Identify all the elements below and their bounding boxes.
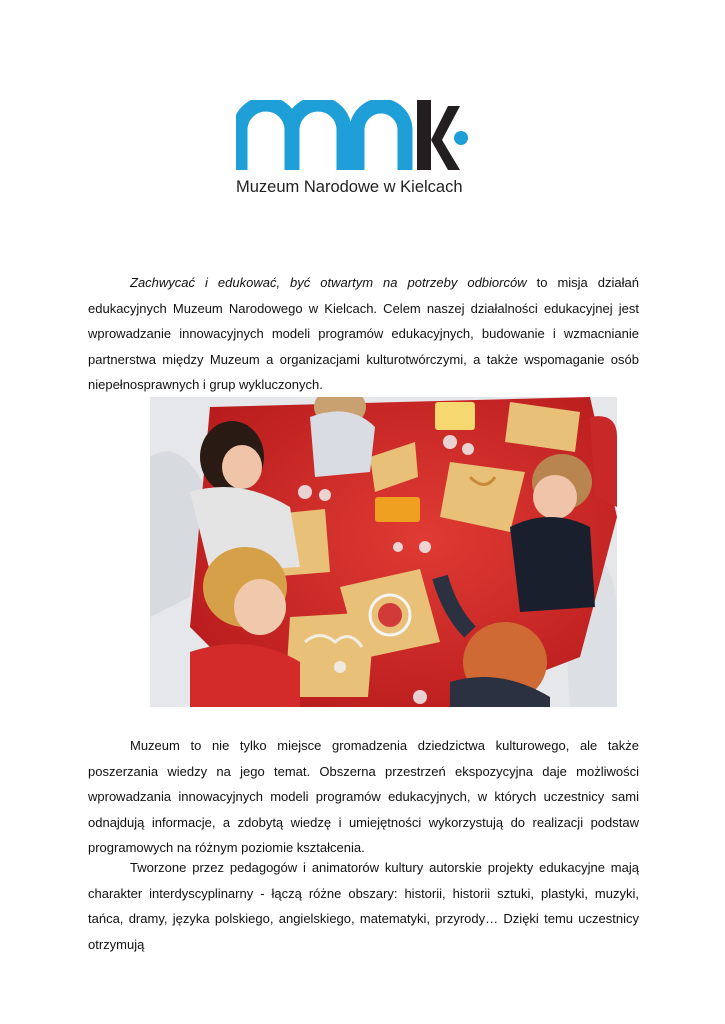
projects-text: Tworzone przez pedagogów i animatorów kultury autorskie projekty edukacyjne mają charakter interdyscyplinarny - łączą różne obszary: historii, historii sztuki, plastyki, muzyki, tańca, dramy, języka polskiego, angielskiego, matematyki, przyrody… Dzięki temu uczestnicy otrzymują: [88, 860, 639, 952]
workshop-photo: [150, 397, 617, 707]
mission-italic-lead: Zachwycać i edukować, być otwartym na potrzeby odbiorców: [130, 275, 527, 290]
workshop-photo-illustration: [150, 397, 617, 707]
museum-logo: [236, 100, 468, 205]
paragraph-projects: [88, 855, 639, 957]
mnk-logo-mark: [236, 100, 468, 172]
paragraph-museum: [88, 733, 639, 861]
mission-text: to misja działań edukacyjnych Muzeum Narodowego w Kielcach. Celem naszej działalności edukacyjnej jest wprowadzanie innowacyjnych modeli programów edukacyjnych, budowanie i wzmacnianie partnerstwa między Muzeum a organizacjami kulturotwórczymi, a także wspomaganie osób niepełnosprawnych i grup wykluczonych.: [88, 275, 639, 392]
museum-text: Muzeum to nie tylko miejsce gromadzenia dziedzictwa kulturowego, ale także poszerzania wiedzy na jego temat. Obszerna przestrzeń ekspozycyjna daje możliwości wprowadzania innowacyjnych modeli programów edukacyjnych, w których uczestnicy sami odnajdują informacje, a zdobytą wiedzę i umiejętności wykorzystują do realizacji podstaw programowych na różnym poziomie kształcenia.: [88, 738, 639, 855]
museum-name: Muzeum Narodowe w Kielcach: [236, 178, 463, 196]
paragraph-mission: [88, 270, 639, 398]
